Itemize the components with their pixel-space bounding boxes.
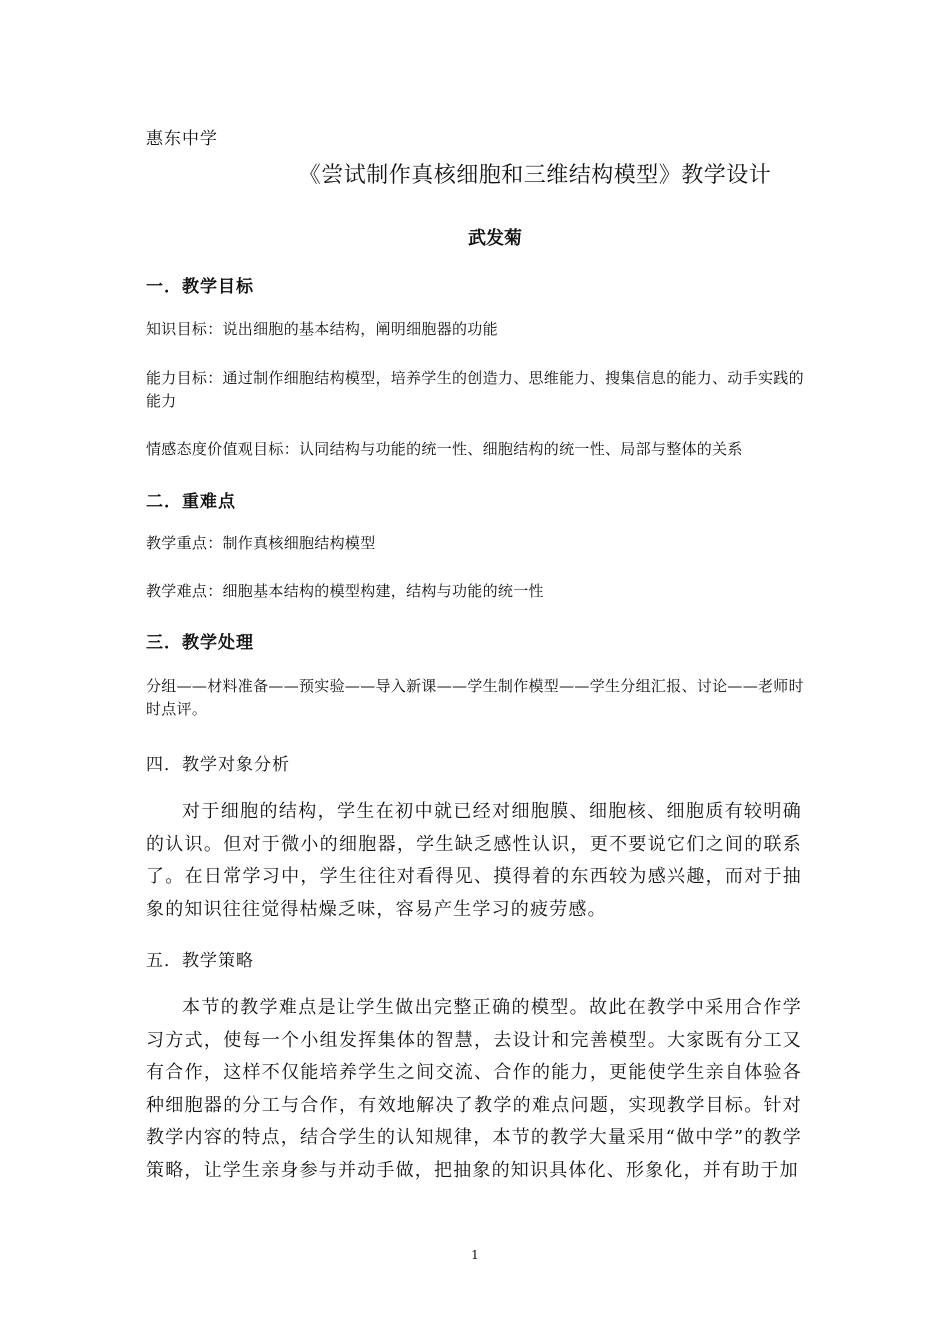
teaching-focus: 教学重点：制作真核细胞结构模型 <box>146 534 376 552</box>
author-name: 武发菊 <box>468 228 522 249</box>
students-analysis-text: 对于细胞的结构，学生在初中就已经对细胞膜、细胞核、细胞质有较明确的认识。但对于微小的细胞器，学生缺乏感性认识，更不要说它们之间的联系了。在日常学习中，学生往往对看得见、摸得着的东西较为感兴趣，而对于抽象的知识往往觉得枯燥乏味，容易产生学习的疲劳感。 <box>146 801 802 920</box>
document-title: 《尝试制作真核细胞和三维结构模型》教学设计 <box>298 163 772 188</box>
section-heading-goals: 一．教学目标 <box>146 277 254 297</box>
emotion-goal: 情感态度价值观目标：认同结构与功能的统一性、细胞结构的统一性、局部与整体的关系 <box>146 440 743 458</box>
knowledge-goal: 知识目标：说出细胞的基本结构，阐明细胞器的功能 <box>146 320 498 338</box>
strategy-text: 本节的教学难点是让学生做出完整正确的模型。故此在教学中采用合作学习方式，使每一个小组发挥集体的智慧，去设计和完善模型。大家既有分工又有合作，这样不仅能培养学生之间交流、合作的能力，更能使学生亲自体验各种细胞器的分工与合作，有效地解决了教学的难点问题，实现教学目标。针对教学内容的特点，结合学生的认知规律，本节的教学大量采用“做中学”的教学策略，让学生亲身参与并动手做，把抽象的知识具体化、形象化，并有助于加 <box>146 997 802 1181</box>
section-heading-strategy: 五．教学策略 <box>146 951 254 971</box>
school-name: 惠东中学 <box>146 129 218 149</box>
section-heading-process: 三．教学处理 <box>146 633 254 653</box>
section-heading-key-points: 二．重难点 <box>146 492 236 512</box>
process-text: 分组——材料准备——预实验——导入新课——学生制作模型——学生分组汇报、讨论——老师时时点评。 <box>146 677 804 718</box>
section-heading-students: 四．教学对象分析 <box>146 755 290 775</box>
page-number: 1 <box>471 1248 479 1262</box>
ability-goal: 能力目标：通过制作细胞结构模型，培养学生的创造力、思维能力、搜集信息的能力、动手实践的能力 <box>146 369 804 410</box>
teaching-difficulty: 教学难点：细胞基本结构的模型构建，结构与功能的统一性 <box>146 582 544 600</box>
